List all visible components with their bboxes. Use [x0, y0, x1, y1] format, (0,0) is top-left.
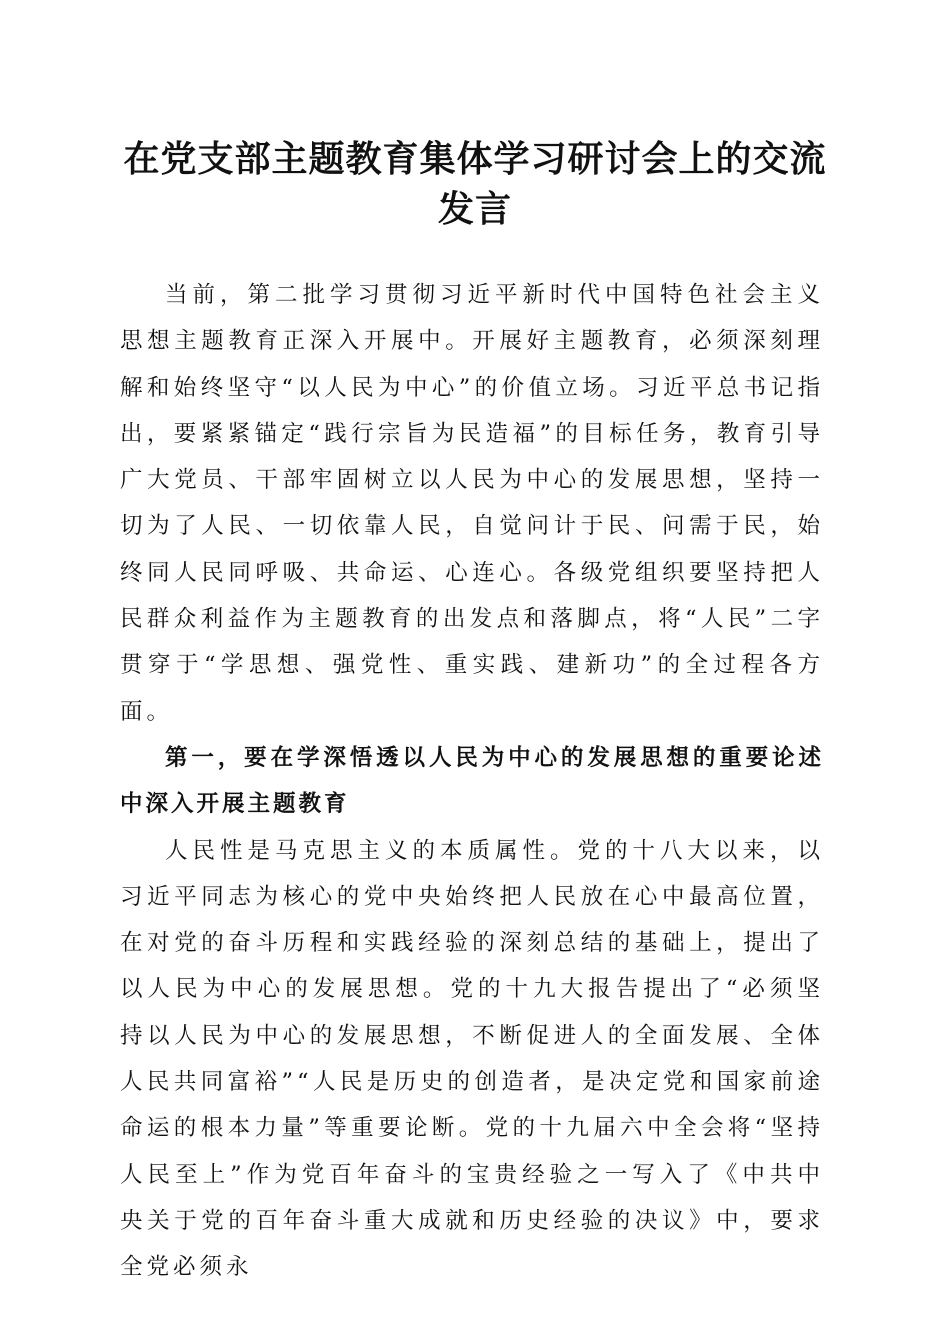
document-title: 在党支部主题教育集体学习研讨会上的交流发言 [123, 138, 827, 230]
section-paragraph: 人民性是马克思主义的本质属性。党的十八大以来，以习近平同志为核心的党中央始终把人民放在心中最高位置，在对党的奋斗历程和实践经验的深刻总结的基础上，提出了以人民为中心的发展思想。党的十九大报告提出了“必须坚持以人民为中心的发展思想，不断促进人的全面发展、全体人民共同富裕”“人民是历史的创造者，是决定党和国家前途命运的根本力量”等重要论断。党的十九届六中全会将“坚持人民至上”作为党百年奋斗的宝贵经验之一写入了《中共中央关于党的百年奋斗重大成就和历史经验的决议》中，要求全党必须永 [120, 837, 824, 1281]
document-body [120, 272, 824, 1291]
intro-paragraph: 当前，第二批学习贯彻习近平新时代中国特色社会主义思想主题教育正深入开展中。开展好主题教育，必须深刻理解和始终坚守“以人民为中心”的价值立场。习近平总书记指出，要紧紧锚定“践行宗旨为民造福”的目标任务，教育引导广大党员、干部牢固树立以人民为中心的发展思想，坚持一切为了人民、一切依靠人民，自觉问计于民、问需于民，始终同人民同呼吸、共命运、心连心。各级党组织要坚持把人民群众利益作为主题教育的出发点和落脚点，将“人民”二字贯穿于“学思想、强党性、重实践、建新功”的全过程各方面。 [120, 282, 824, 725]
section-heading-first: 第一，要在学深悟透以人民为中心的发展思想的重要论述中深入开展主题教育 [120, 744, 824, 818]
